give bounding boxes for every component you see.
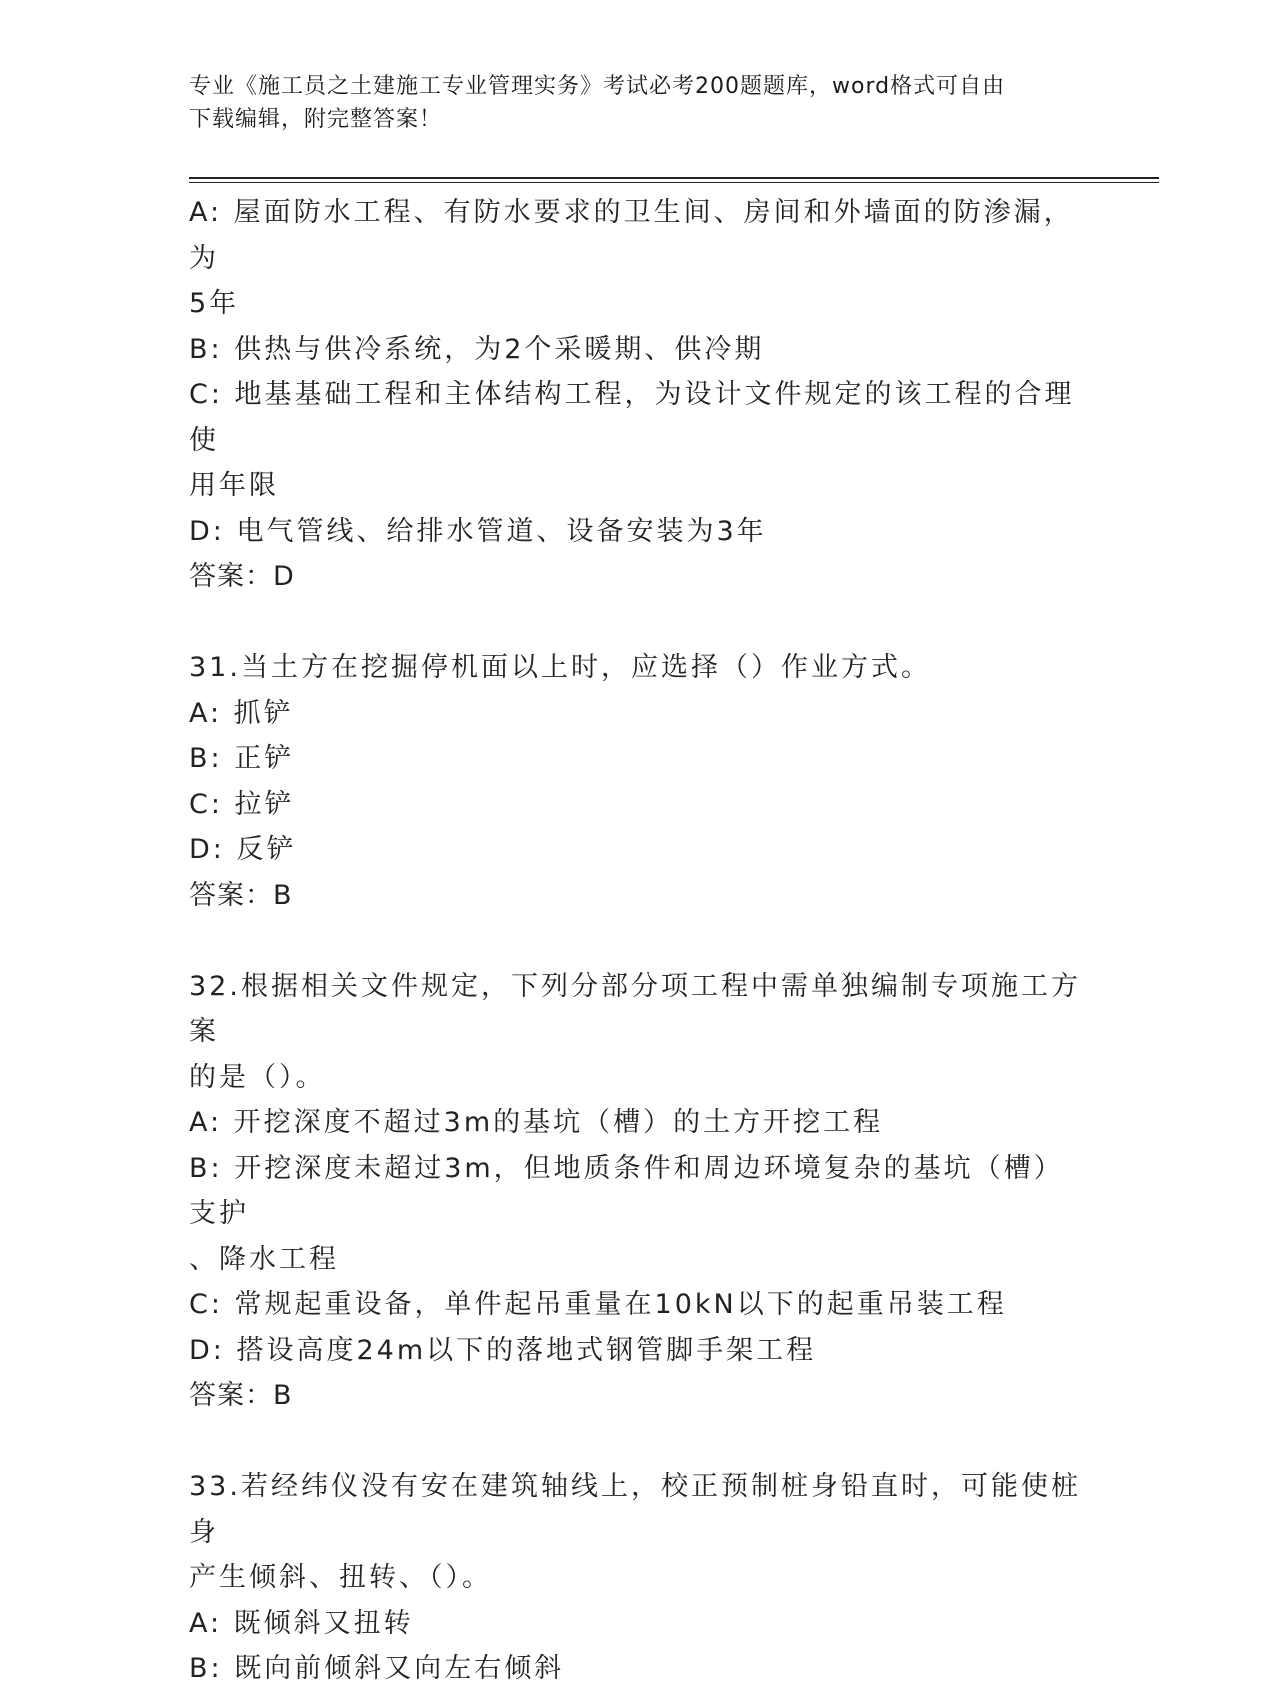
question-stem-line-2: 产生倾斜、扭转、（）。	[189, 1562, 492, 1593]
spacer	[189, 1419, 1089, 1465]
question-stem-line-1: 32.根据相关文件规定，下列分部分项工程中需单独编制专项施工方案	[189, 970, 1081, 1047]
option-a: A: 既倾斜又扭转	[189, 1607, 414, 1639]
option-d: D: 反铲	[189, 834, 297, 865]
option-d: D: 搭设高度24m以下的落地式钢管脚手架工程	[189, 1334, 817, 1366]
option-c-line-2: 用年限	[189, 470, 279, 501]
question-block-30	[189, 190, 1089, 600]
option-c-line-1: C: 地基基础工程和主体结构工程，为设计文件规定的该工程的合理使	[189, 379, 1075, 456]
question-block-32	[189, 964, 1089, 1419]
spacer	[189, 600, 1089, 646]
answer: 答案：B	[189, 879, 293, 911]
option-c: C: 常规起重设备，单件起吊重量在10kN以下的起重吊装工程	[189, 1289, 1007, 1320]
document-header	[189, 70, 1089, 136]
header-line-1: 专业《施工员之土建施工专业管理实务》考试必考200题题库，word格式可自由	[189, 74, 1006, 99]
option-b: B: 既向前倾斜又向左右倾斜	[189, 1653, 565, 1684]
question-stem: 31.当土方在挖掘停机面以上时，应选择（）作业方式。	[189, 652, 931, 683]
header-line-2: 下载编辑，附完整答案！	[189, 107, 443, 132]
spacer	[189, 918, 1089, 964]
question-block-31	[189, 645, 1089, 918]
option-a-line-2: 5年	[189, 288, 240, 319]
option-b-line-2: 、降水工程	[189, 1243, 339, 1275]
answer: 答案：D	[189, 561, 295, 592]
header-divider-thin	[189, 182, 1159, 183]
option-a: A: 抓铲	[189, 697, 294, 729]
option-b-line-1: B: 开挖深度未超过3m，但地质条件和周边环境复杂的基坑（槽）支护	[189, 1152, 1064, 1229]
answer: 答案：B	[189, 1380, 293, 1411]
option-c: C: 拉铲	[189, 788, 295, 820]
option-b: B: 供热与供冷系统，为2个采暖期、供冷期	[189, 333, 765, 365]
question-content	[189, 190, 1089, 1692]
question-stem-line-2: 的是（）。	[189, 1061, 326, 1093]
option-a: A: 开挖深度不超过3m的基坑（槽）的土方开挖工程	[189, 1107, 884, 1138]
option-a-line-1: A: 屋面防水工程、有防水要求的卫生间、房间和外墙面的防渗漏，为	[189, 197, 1074, 274]
option-d: D: 电气管线、给排水管道、设备安装为3年	[189, 515, 767, 547]
option-b: B: 正铲	[189, 743, 295, 774]
question-stem-line-1: 33.若经纬仪没有安在建筑轴线上，校正预制桩身铅直时，可能使桩身	[189, 1471, 1081, 1548]
question-block-33	[189, 1464, 1089, 1692]
header-divider-thick	[189, 177, 1159, 179]
